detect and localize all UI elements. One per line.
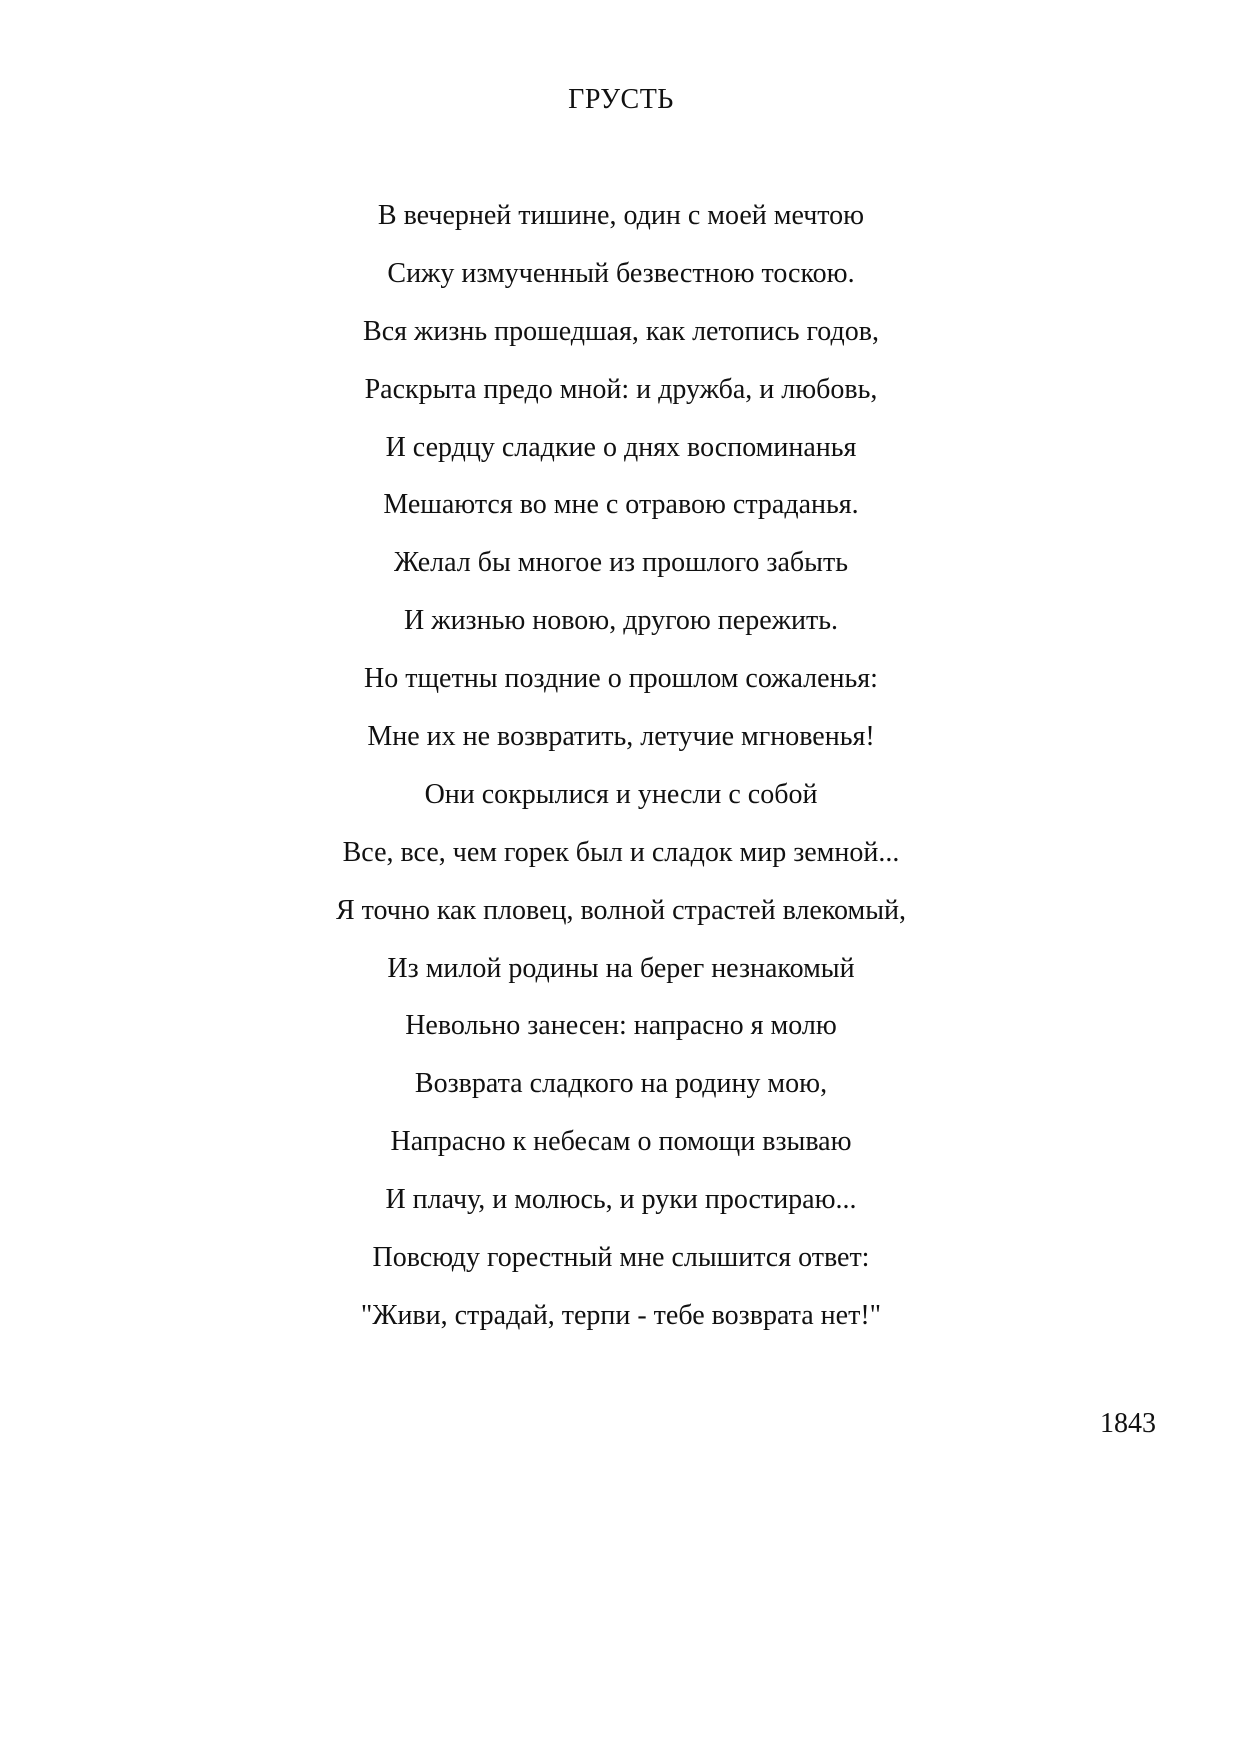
poem-line: И жизнью новою, другою пережить. [404,605,838,637]
poem-line: Желал бы многое из прошлого забыть [394,547,848,579]
poem-line: "Живи, страдай, терпи - тебе возврата нет!" [360,1299,882,1331]
poem-line: Я точно как пловец, волной страстей влекомый, [335,894,907,926]
poem-line: Они сокрылися и унесли с собой [424,778,818,810]
poem-line: Все, все, чем горек был и сладок мир земной... [342,836,900,868]
poem-line: И плачу, и молюсь, и руки простираю... [385,1184,857,1216]
poem-body [0,196,1242,1354]
poem-line: Раскрыта предо мной: и дружба, и любовь, [364,373,878,405]
poem-line: Возврата сладкого на родину мою, [414,1068,828,1100]
poem-line: В вечерней тишине, один с моей мечтою [377,200,865,231]
poem-line: Из милой родины на берег незнакомый [387,952,855,984]
poem-line: Невольно занесен: напрасно я молю [405,1010,837,1042]
poem-line: Но тщетны поздние о прошлом сожаленья: [364,663,878,695]
poem-line: Повсюду горестный мне слышится ответ: [372,1242,870,1274]
poem-line: И сердцу сладкие о днях воспоминанья [385,431,857,463]
poem-line: Мешаются во мне с отравою страданья. [383,489,859,521]
poem-line: Напрасно к небесам о помощи взываю [390,1126,852,1158]
poem-title: ГРУСТЬ [568,84,674,115]
poem-year: 1843 [1100,1408,1156,1439]
poem-line: Мне их не возвратить, летучие мгновенья! [367,721,875,753]
poem-line: Сижу измученный безвестною тоскою. [387,257,855,289]
poem-line: Вся жизнь прошедшая, как летопись годов, [363,315,879,347]
